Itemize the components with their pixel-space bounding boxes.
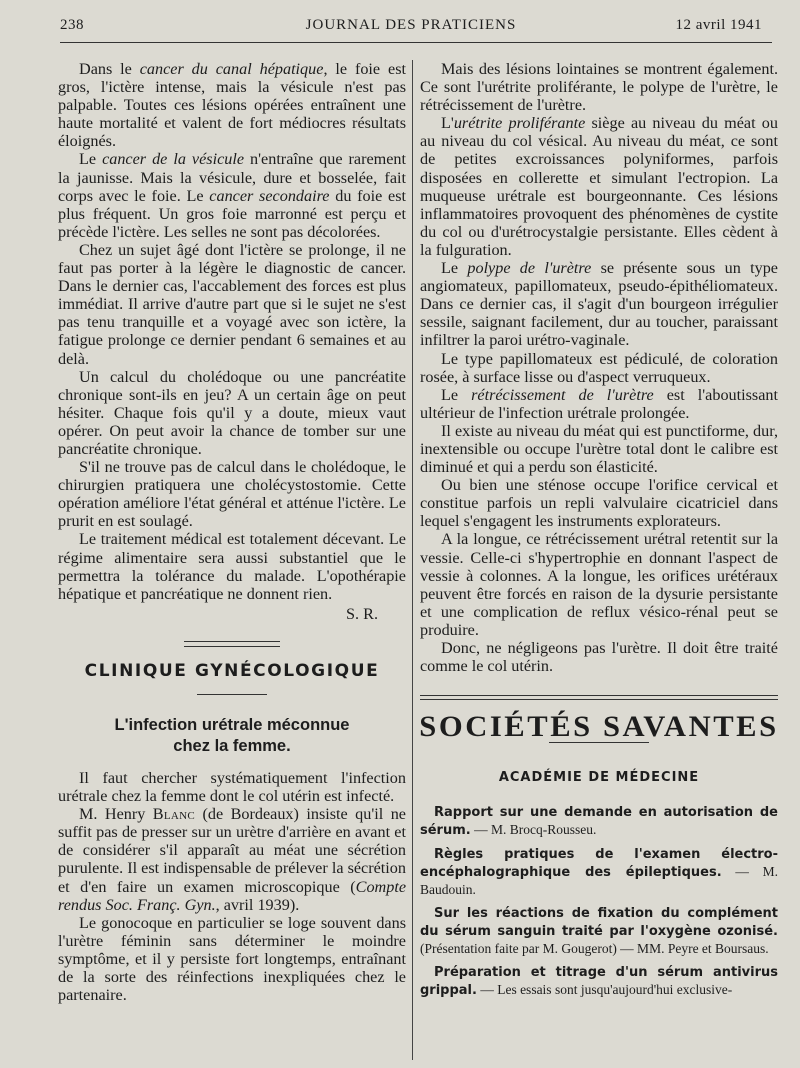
paragraph: Un calcul du cholédoque ou une pancréatite chronique sont-ils en jeu? A un certain âge on peut hésiter. Chaque fois qu'il y a doute, mieux vaut opérer. On peut avoir la chance de tomber sur une pancréatite chronique. [58,367,406,458]
paragraph: Le type papillomateux est pédiculé, de coloration rosée, à surface lisse ou d'aspect verruqueux. [420,349,778,386]
paragraph: Le rétrécissement de l'urètre est l'aboutissant ultérieur de l'infection urétrale prolongée. [420,385,778,422]
header-rule [60,42,772,43]
paragraph: Donc, ne négligeons pas l'urètre. Il doit être traité comme le col utérin. [420,639,778,676]
paragraph: Le traitement médical est totalement décevant. Le régime alimentaire sera aussi substantiel que le permettra la tolérance du malade. L'opothérapie hépatique et pancréatique ne donnent rien. [58,530,406,603]
paragraph: Mais des lésions lointaines se montrent également. Ce sont l'urétrite proliférante, le polype de l'urètre, le rétrécissement de l'urètre. [420,60,778,115]
section-double-rule [420,695,778,700]
paragraph: A la longue, ce rétrécissement urétral retentit sur la vessie. Celle-ci s'hypertrophie en donnant l'aspect de vessie à colonnes. A la longue, les orifices urétéraux peuvent être forcés en raison de la dysurie persistante et une complication de reflux vésico-rénal peut se produire. [420,530,778,639]
societies-title: SOCIÉTÉS SAVANTES [419,710,779,744]
list-item: Rapport sur une demande en autorisation de sérum. — M. Brocq-Rousseu. [420,805,778,839]
paragraph: Le gonocoque en particulier se loge souvent dans l'urètre féminin sans déterminer le moindre symptôme, et il y persiste fort longtemps, entraînant de la sorte des réinfections inexpliquées chez le partenaire. [58,913,406,1005]
paragraph: L'urétrite proliférante siège au niveau du méat ou au niveau du col vésical. Au niveau du méat, ce sont de petites excroissances polyniformes, parfois disposées en collerette et simulant l'ectropion. La muqueuse urétrale est bourgeonnante. Ces lésions inflammatoires provoquent des phénomènes de cystite du col ou d'urétrocystalgie persistante. Elles cèdent à la fulguration. [420,114,778,259]
right-column [420,60,778,1005]
paragraph: Le polype de l'urètre se présente sous un type angiomateux, papillomateux, pseudo-épithéliomateux. Dans ce dernier cas, il s'agit d'un bourgeon irrégulier sessile, saignant facilement, dur au toucher, paraissant infiltrer la paroi urétro-vaginale. [420,259,778,350]
paragraph: Il faut chercher systématiquement l'infection urétrale chez la femme dont le col utérin est infecté. [58,769,406,806]
page-header [60,17,762,41]
section-ornament [184,641,280,647]
paragraph: Chez un sujet âgé dont l'ictère se prolonge, il ne faut pas porter à la légère le diagnostic de cancer. Dans le dernier cas, l'accablement des forces est plus immédiat. Il arrive d'autre part que si le sujet ne s'est pas tenu tranquille et a voyagé avec son ictère, la fatigue prolonge ce dernier pendant 6 semaines et au delà. [58,240,406,368]
paragraph: M. Henry Blanc (de Bordeaux) insiste qu'il ne suffit pas de presser sur un urètre d'arrière en avant et de considérer s'il apparaît au méat une sécrétion purulente. Il est indispensable de prélever la sécrétion et d'en faire un examen microscopique (Compte rendus Soc. Franç. Gyn., avril 1939). [58,805,406,914]
article-title: L'infection urétrale méconnue chez la femme. [114,716,350,755]
section-title: CLINIQUE GYNÉCOLOGIQUE [84,660,380,681]
paragraph: Dans le cancer du canal hépatique, le foie est gros, l'ictère intense, mais la vésicule n'est pas palpable. Toutes ces lésions opérées entraînent une haute mortalité et valent de fort médiocres résultats éloignés. [58,60,406,151]
left-column [58,60,406,1004]
issue-date: 12 avril 1941 [675,17,762,33]
title-rule [197,694,267,695]
page-number: 238 [60,17,84,33]
paragraph: S'il ne trouve pas de calcul dans le cholédoque, le chirurgien pratiquera une cholécystostomie. Cette opération améliore l'état général et atténue l'ictère. Le prurit en est soulagé. [58,458,406,531]
author-signature: S. R. [346,604,378,623]
list-item: Règles pratiques de l'examen électro-encéphalographique des épileptiques. — M. Baudouin. [420,847,778,898]
paragraph: Ou bien une sténose occupe l'orifice cervical et constitue parfois un repli valvulaire cicatriciel dans lequel s'engagent les instruments explorateurs. [420,476,778,531]
paragraph: Il existe au niveau du méat qui est punctiforme, dur, inextensible ou occupe l'urètre total dont le calibre est diminué et qui a perdu son élasticité. [420,421,778,477]
paragraph: Le cancer de la vésicule n'entraîne que rarement la jaunisse. Mais la vésicule, dure et bosselée, fait corps avec le foie. Le cancer secondaire du foie est plus fréquent. Un gros foie marronné est perçu et précède l'ictère. Les selles ne sont pas décolorées. [58,150,407,241]
academy-heading: ACADÉMIE DE MÉDECINE [498,770,700,786]
list-item: Préparation et titrage d'un sérum antivirus grippal. — Les essais sont jusqu'aujourd'hui exclusive- [420,965,778,999]
journal-title: JOURNAL DES PRATICIENS [305,17,517,33]
list-item: Sur les réactions de fixation du complément du sérum sanguin traité par l'oxygène ozonisé. (Présentation faite par M. Gougerot) — MM. Peyre et Boursaus. [420,906,778,957]
column-divider [412,60,413,1060]
